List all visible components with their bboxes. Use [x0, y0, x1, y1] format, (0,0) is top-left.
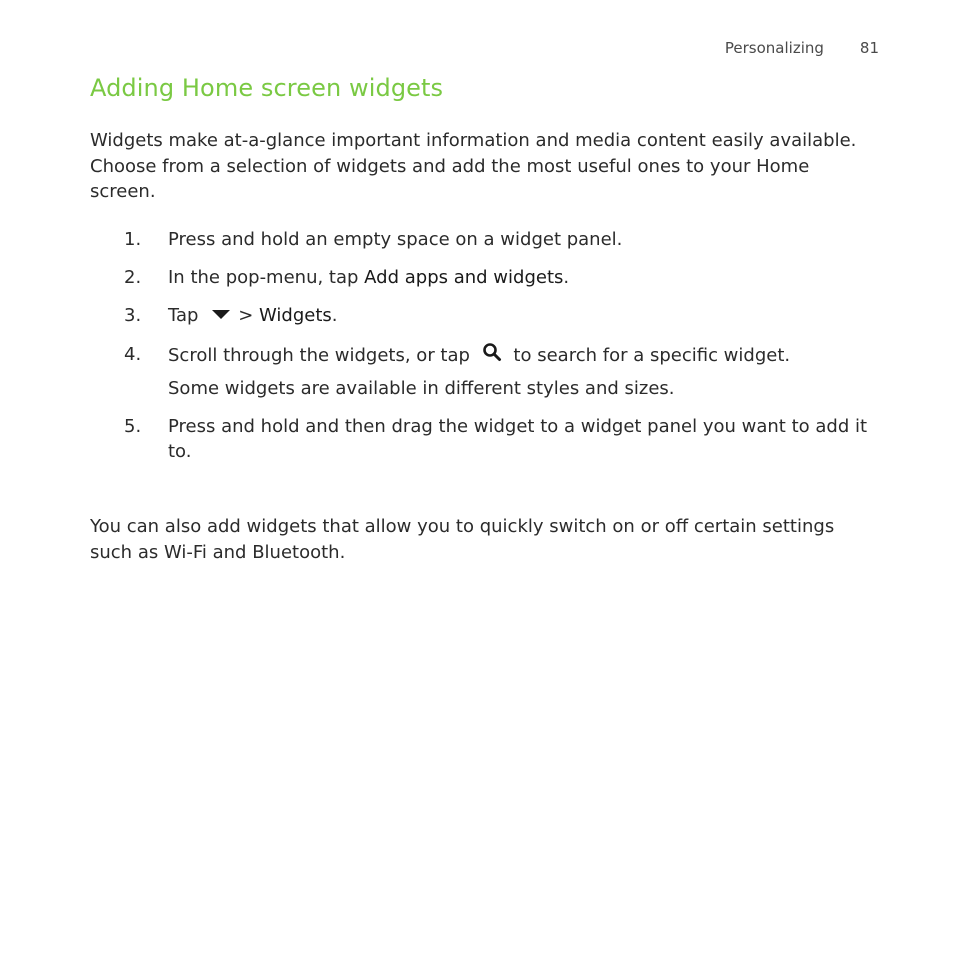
- search-icon: [482, 342, 502, 370]
- intro-paragraph: Widgets make at-a-glance important information and media content easily available. Choose from a selection of widgets and add the most useful ones to your Home screen.: [90, 130, 857, 202]
- step-text: In the pop-menu, tap: [168, 266, 365, 288]
- page-number: 81: [859, 39, 879, 57]
- step-text-end: .: [563, 266, 570, 288]
- step-text-end: to search for a specific widget.: [513, 344, 791, 366]
- list-item: [90, 414, 880, 465]
- step-note: Some widgets are available in different styles and sizes.: [168, 378, 675, 400]
- step-number: 1.: [124, 229, 142, 250]
- list-item: [90, 303, 880, 329]
- step-number: 2.: [124, 266, 142, 288]
- chevron-down-icon: [210, 303, 232, 329]
- step-text: Press and hold and then drag the widget to a widget panel you want to add it to.: [168, 415, 868, 463]
- step-number: 3.: [124, 305, 142, 326]
- step-text: Press and hold an empty space on a widget panel.: [168, 229, 623, 250]
- step-text-separator: >: [238, 305, 260, 326]
- step-text: Tap: [168, 305, 199, 326]
- step-number: 4.: [124, 343, 142, 365]
- list-item: [90, 227, 880, 253]
- step-text-end: .: [331, 305, 338, 326]
- outro-paragraph: You can also add widgets that allow you to quickly switch on or off certain settings such as Wi-Fi and Bluetooth.: [90, 516, 835, 563]
- page-title: Adding Home screen widgets: [90, 74, 444, 102]
- ui-label-add-apps-and-widgets: Add apps and widgets: [364, 266, 564, 288]
- running-header: [725, 39, 879, 57]
- steps-list: [90, 227, 880, 465]
- section-name: Personalizing: [724, 39, 824, 57]
- step-number: 5.: [124, 415, 142, 437]
- list-item: [90, 265, 880, 291]
- ui-label-widgets: Widgets: [259, 305, 332, 326]
- step-text: Scroll through the widgets, or tap: [168, 344, 470, 366]
- list-item: [90, 342, 880, 402]
